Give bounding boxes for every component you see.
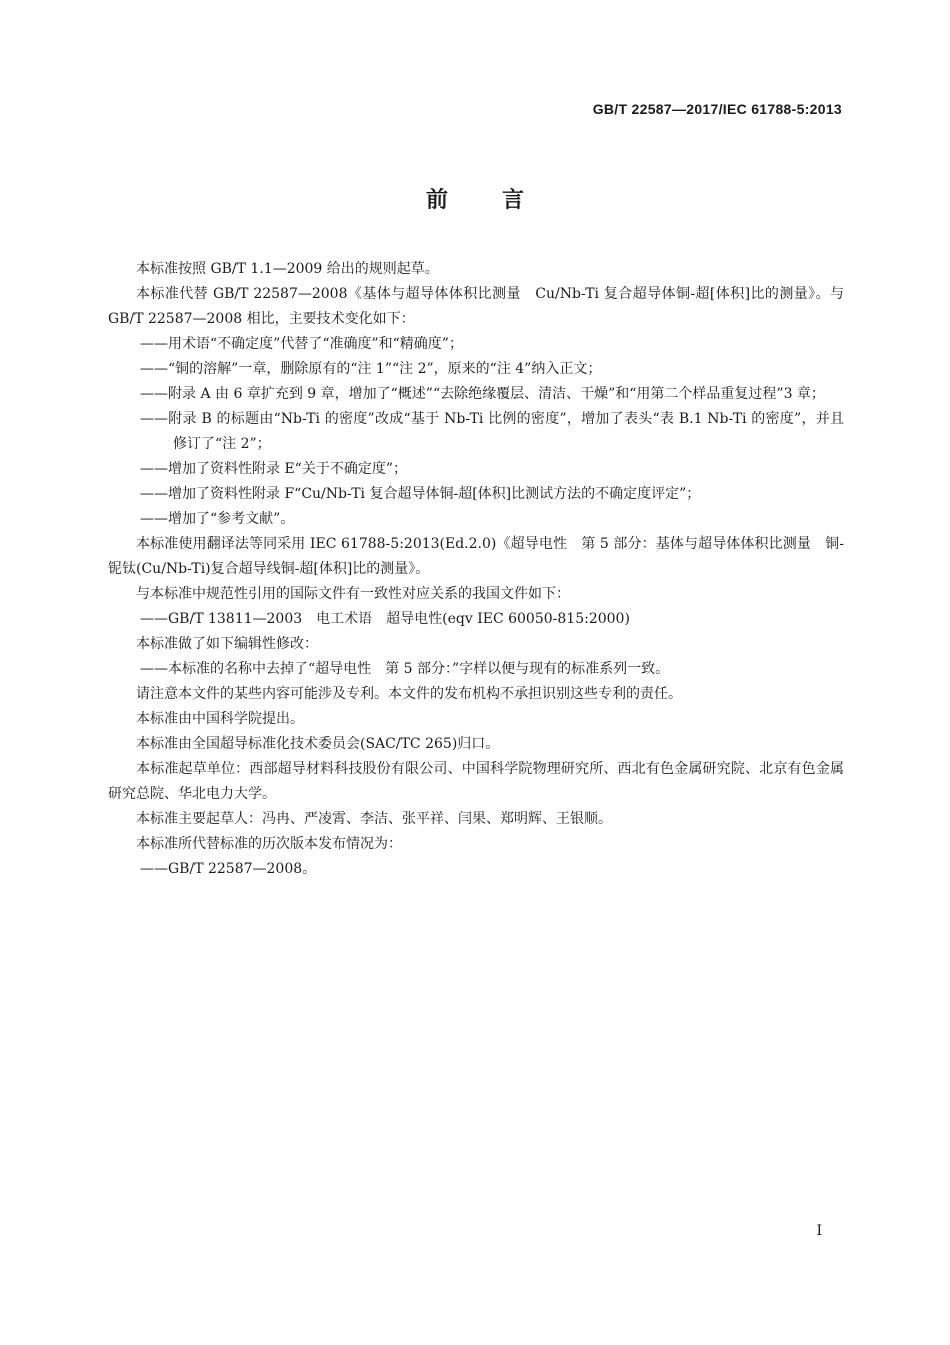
paragraph: 与本标准中规范性引用的国际文件有一致性对应关系的我国文件如下： xyxy=(136,586,570,602)
list-item: ——附录 B 的标题由“Nb-Ti 的密度”改成“基于 Nb-Ti 比例的密度”，增加了表头“表 B.1 Nb-Ti 的密度”，并且修订了“注 2”； xyxy=(140,411,844,452)
list-item: ——增加了资料性附录 F“Cu/Nb-Ti 复合超导体铜-超[体积]比测试方法的不确定度评定”； xyxy=(140,486,701,502)
list-item: ——GB/T 13811—2003 电工术语 超导电性(eqv IEC 60050-815:2000) xyxy=(140,611,630,627)
paragraph: 本标准主要起草人：冯冉、严凌霄、李洁、张平祥、闫果、郑明辉、王银顺。 xyxy=(136,811,612,827)
list-item: ——GB/T 22587—2008。 xyxy=(140,861,317,877)
list-item: ——“铜的溶解”一章，删除原有的“注 1”“注 2”，原来的“注 4”纳入正文； xyxy=(140,361,602,377)
title-char-2: 言 xyxy=(502,188,525,213)
paragraph: 本标准由全国超导标准化技术委员会(SAC/TC 265)归口。 xyxy=(136,736,500,752)
paragraph: 本标准所代替标准的历次版本发布情况为： xyxy=(136,836,402,852)
list-item: ——增加了资料性附录 E“关于不确定度”； xyxy=(140,461,407,477)
paragraph: 本标准由中国科学院提出。 xyxy=(136,711,304,727)
foreword-body xyxy=(108,257,844,882)
paragraph: 本标准按照 GB/T 1.1—2009 给出的规则起草。 xyxy=(136,261,439,277)
paragraph: 请注意本文件的某些内容可能涉及专利。本文件的发布机构不承担识别这些专利的责任。 xyxy=(136,686,682,702)
paragraph: 本标准代替 GB/T 22587—2008《基体与超导体体积比测量 Cu/Nb-Ti 复合超导体铜-超[体积]比的测量》。与 GB/T 22587—2008 相比，主要技术变化如下： xyxy=(108,286,844,327)
title-char-1: 前 xyxy=(425,188,448,213)
list-item: ——本标准的名称中去掉了“超导电性 第 5 部分：”字样以便与现有的标准系列一致。 xyxy=(140,661,670,677)
list-item: ——用术语“不确定度”代替了“准确度”和“精确度”； xyxy=(140,336,463,352)
paragraph: 本标准做了如下编辑性修改： xyxy=(136,636,318,652)
list-item: ——增加了“参考文献”。 xyxy=(140,511,295,527)
standard-code: GB/T 22587—2017/IEC 61788-5:2013 xyxy=(592,101,842,117)
paragraph: 本标准使用翻译法等同采用 IEC 61788-5:2013(Ed.2.0)《超导电性 第 5 部分：基体与超导体体积比测量 铜-铌钛(Cu/Nb-Ti)复合超导线铜-超[体积]比的测量》。 xyxy=(108,536,844,577)
paragraph: 本标准起草单位：西部超导材料科技股份有限公司、中国科学院物理研究所、西北有色金属研究院、北京有色金属研究总院、华北电力大学。 xyxy=(108,761,844,802)
list-item: ——附录 A 由 6 章扩充到 9 章，增加了“概述”“去除绝缘覆层、清洁、干燥”和“用第二个样品重复过程”3 章； xyxy=(140,386,825,402)
page-number: I xyxy=(816,1223,822,1239)
page-title xyxy=(0,183,950,214)
